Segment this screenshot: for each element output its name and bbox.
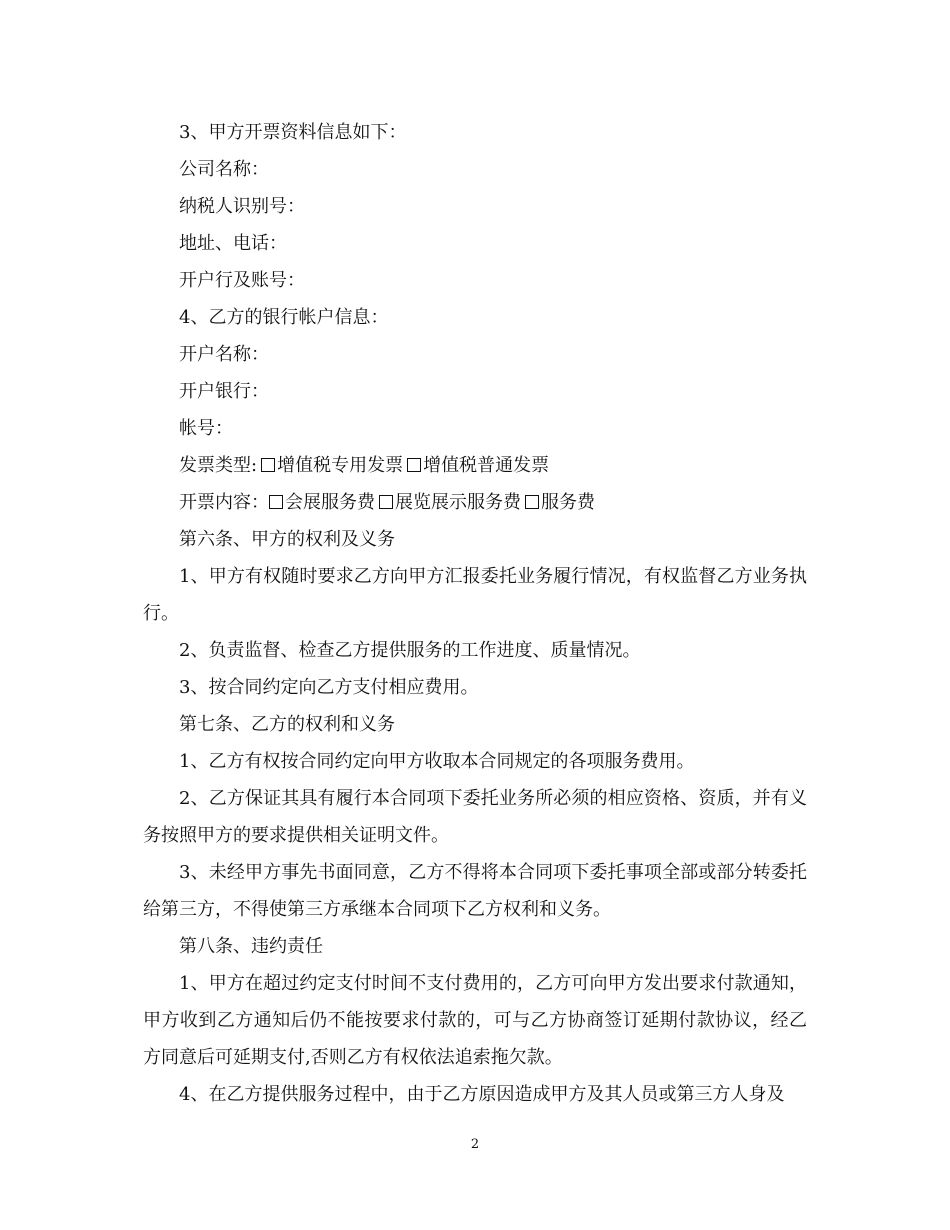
paragraph-article-6-item-2: 2、负责监督、检查乙方提供服务的工作进度、质量情况。 [179, 640, 641, 661]
option-service-fee: 服务费 [541, 492, 595, 513]
paragraph-opening-bank: 开户银行： [179, 381, 269, 402]
heading-article-7: 第七条、乙方的权利和义务 [179, 714, 395, 735]
option-exhibition-service: 会展服务费 [285, 492, 375, 513]
paragraph-article-8-item-1: 1、甲方在超过约定支付时间不支付费用的，乙方可向甲方发出要求付款通知，甲方收到乙方通知后仍不能按要求付款的，可与乙方协商签订延期付款协议，经乙方同意后可延期支付,否则乙方有权依法追索拖欠款。 [143, 973, 807, 1068]
checkbox-vat-general[interactable] [407, 458, 421, 472]
paragraph-bank-account: 开户行及账号： [179, 270, 305, 291]
paragraph-party-b-bank-heading: 4、乙方的银行帐户信息： [179, 307, 389, 328]
paragraph-article-6-item-3: 3、按合同约定向乙方支付相应费用。 [179, 677, 479, 698]
option-vat-special: 增值税专用发票 [277, 455, 404, 476]
page-number: 2 [470, 1137, 480, 1152]
paragraph-account-name: 开户名称： [179, 344, 269, 365]
option-vat-general: 增值税普通发票 [423, 455, 550, 476]
paragraph-taxpayer-id: 纳税人识别号： [179, 196, 305, 217]
paragraph-invoice-type [143, 447, 807, 484]
checkbox-display-service[interactable] [379, 495, 393, 509]
option-display-service: 展览展示服务费 [395, 492, 521, 513]
heading-article-6: 第六条、甲方的权利及义务 [179, 529, 395, 550]
document-body [143, 114, 807, 1113]
paragraph-article-7-item-2: 2、乙方保证其具有履行本合同项下委托业务所必须的相应资格、资质，并有义务按照甲方的要求提供相关证明文件。 [143, 788, 807, 846]
paragraph-company-name: 公司名称： [179, 159, 269, 180]
paragraph-article-6-item-1: 1、甲方有权随时要求乙方向甲方汇报委托业务履行情况，有权监督乙方业务执行。 [143, 566, 807, 624]
paragraph-invoice-content [143, 484, 807, 521]
paragraph-article-7-item-1: 1、乙方有权按合同约定向甲方收取本合同规定的各项服务费用。 [179, 751, 695, 772]
checkbox-exhibition-service[interactable] [269, 495, 283, 509]
checkbox-service-fee[interactable] [525, 495, 539, 509]
heading-article-8: 第八条、违约责任 [179, 936, 323, 957]
invoice-type-label: 发票类型: [179, 455, 258, 476]
paragraph-billing-info-heading: 3、甲方开票资料信息如下： [179, 122, 407, 143]
paragraph-article-8-item-4: 4、在乙方提供服务过程中，由于乙方原因造成甲方及其人员或第三方人身及 [179, 1084, 785, 1105]
checkbox-vat-special[interactable] [261, 458, 275, 472]
paragraph-account-number: 帐号： [179, 418, 233, 439]
invoice-content-label: 开票内容： [179, 492, 269, 513]
paragraph-address-phone: 地址、电话： [179, 233, 287, 254]
paragraph-article-7-item-3: 3、未经甲方事先书面同意，乙方不得将本合同项下委托事项全部或部分转委托给第三方，不得使第三方承继本合同项下乙方权利和义务。 [143, 862, 807, 920]
